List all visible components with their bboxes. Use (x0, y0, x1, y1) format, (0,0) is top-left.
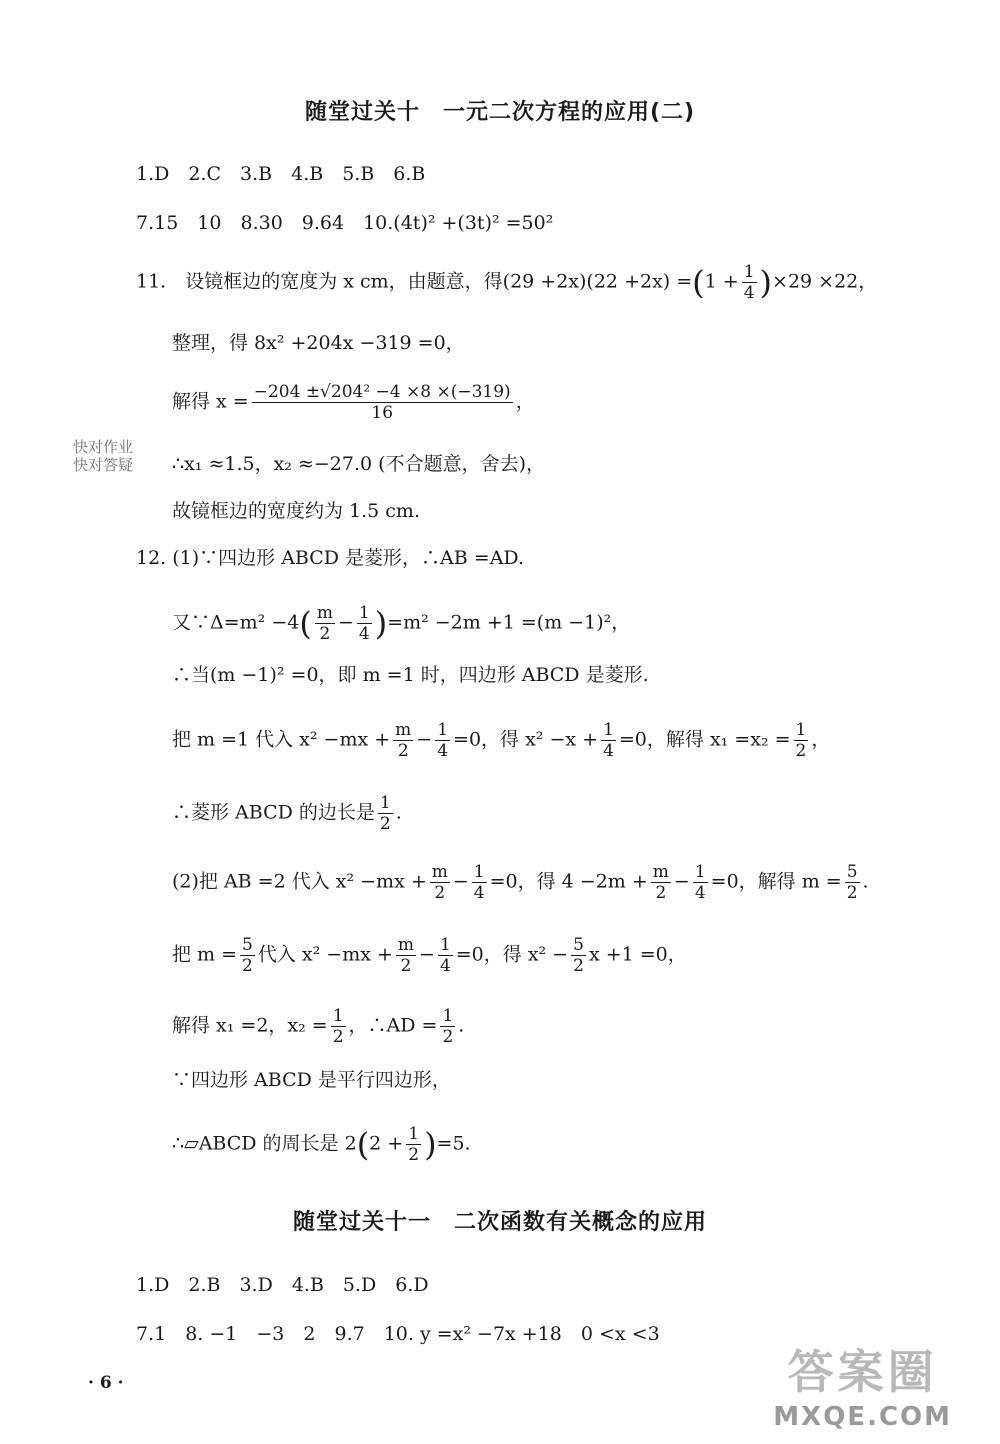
section-title-1: 随堂过关十 一元二次方程的应用(二) (304, 100, 696, 125)
q11-line-3: 解得 x = $\frac{\text{−204 ±√204² −4 ×8 ×(−319)}}{16}$ ， (172, 382, 535, 423)
app-stamp: 快对作业 快对答疑 (73, 438, 134, 474)
q12-line-5: ∴菱形 ABCD 的边长是 $\frac{1}{2}$ . (172, 793, 402, 834)
section-title-2: 随堂过关十一 二次函数有关概念的应用 (292, 1210, 707, 1235)
q12-line-9: ∵四边形 ABCD 是平行四边形， (172, 1069, 451, 1091)
q12-line-7: 把 m = $\frac{5}{2}$ 代入 x² −mx + $\frac{m}{2}$ − $\frac{1}{4}$ =0，得 x² − $\frac{5}{2}$ x +1 =0， (172, 935, 687, 976)
answers-row-1: 1.D 2.C 3.B 4.B 5.B 6.B (136, 163, 426, 185)
q12-line-3: ∴当(m −1)² =0，即 m =1 时，四边形 ABCD 是菱形. (172, 664, 649, 686)
page-number: · 6 · (88, 1373, 124, 1393)
q12-line-2: 又∵Δ=m² −4( $\frac{m}{2}$ − $\frac{1}{4}$ )=m² −2m +1 =(m −1)²， (172, 603, 631, 644)
q11-line-4: ∴x₁ ≈1.5，x₂ ≈−27.0 (不合题意，舍去)， (172, 453, 545, 475)
q11-line-5: 故镜框边的宽度约为 1.5 cm. (172, 500, 420, 522)
q12-line-4: 把 m =1 代入 x² −mx + $\frac{m}{2}$ − $\frac{1}{4}$ =0，得 x² −x + $\frac{1}{4}$ =0，解得 x₁ =x₂ = $\frac{1}{2}$ ， (172, 720, 831, 761)
site-watermark: 答案圈 MXQE.COM (773, 1345, 952, 1432)
q11-line-2: 整理，得 8x² +204x −319 =0， (172, 332, 465, 354)
answers-row-4: 7.1 8. −1 −3 2 9.7 10. y =x² −7x +18 0 <x <3 (136, 1323, 660, 1345)
q12-line-6: (2)把 AB =2 代入 x² −mx + $\frac{m}{2}$ − $\frac{1}{4}$ =0，得 4 −2m + $\frac{m}{2}$ − $\frac{1}{4}$ =0，解得 m = $\frac{5}{2}$ . (172, 862, 869, 903)
q12-line-8: 解得 x₁ =2，x₂ = $\frac{1}{2}$ ，∴AD = $\frac{1}{2}$ . (172, 1006, 465, 1047)
answers-row-2: 7.15 10 8.30 9.64 10.(4t)² +(3t)² =50² (136, 212, 554, 234)
answers-row-3: 1.D 2.B 3.D 4.B 5.D 6.D (136, 1274, 429, 1296)
q12-line-1: 12. (1)∵四边形 ABCD 是菱形，∴AB =AD. (136, 547, 525, 569)
q11-line-1: 11. 设镜框边的宽度为 x cm，由题意，得(29 +2x)(22 +2x) =(1 + $\frac{1}{4}$ )×29 ×22， (136, 262, 878, 303)
q12-line-10: ∴▱ABCD 的周长是 2(2 + $\frac{1}{2}$ )=5. (172, 1124, 471, 1165)
